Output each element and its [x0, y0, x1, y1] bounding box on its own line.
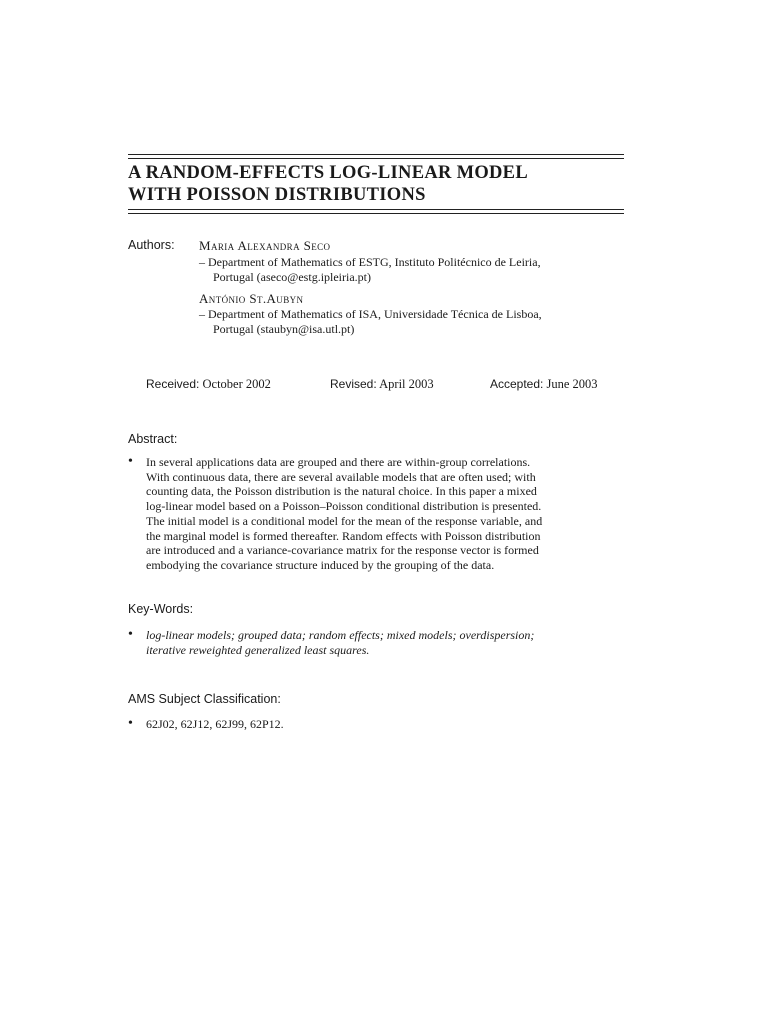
keywords-text — [146, 628, 624, 657]
abstract-line: embodying the covariance structure induced by the grouping of the data. — [146, 557, 495, 572]
abstract-line: log-linear model based on a Poisson–Poisson conditional distribution is presented. — [146, 499, 542, 514]
accepted-label: Accepted: — [490, 377, 544, 391]
title-line-2: WITH POISSON DISTRIBUTIONS — [128, 185, 426, 205]
abstract-label: Abstract: — [128, 432, 178, 446]
affiliation-1-line-2: Portugal (aseco@estg.ipleiria.pt) — [213, 270, 372, 284]
abstract-line: The initial model is a conditional model for the mean of the response variable, and — [146, 513, 543, 528]
keywords-bullet: • — [128, 627, 133, 642]
paper-title — [128, 162, 624, 206]
ams-bullet: • — [128, 716, 133, 731]
revised-date — [330, 377, 434, 392]
abstract-line: the marginal model is formed thereafter. Random effects with Poisson distribution — [146, 528, 541, 543]
accepted-value: June 2003 — [546, 377, 598, 391]
title-rule-top-2 — [128, 158, 624, 159]
author-affiliation-2 — [199, 307, 611, 337]
keywords-label: Key-Words: — [128, 602, 194, 616]
received-date — [146, 377, 271, 392]
affiliation-2-line-2: Portugal (staubyn@isa.utl.pt) — [213, 322, 355, 336]
abstract-line: In several applications data are grouped and there are within-group correlations. — [146, 455, 531, 469]
keywords-line: iterative reweighted generalized least squares. — [146, 642, 370, 657]
accepted-date — [490, 377, 598, 392]
ams-label: AMS Subject Classification: — [128, 692, 281, 706]
author-name-1: Maria Alexandra Seco — [199, 238, 331, 253]
abstract-line: With continuous data, there are several available models that are often used; with — [146, 469, 536, 484]
revised-label: Revised: — [330, 377, 377, 391]
title-rule-top-1 — [128, 154, 624, 155]
received-label: Received: — [146, 377, 200, 391]
affiliation-1-line-1: – Department of Mathematics of ESTG, Instituto Politécnico de Leiria, — [199, 255, 541, 269]
title-rule-bottom-2 — [128, 213, 624, 214]
abstract-text — [146, 455, 624, 573]
abstract-line: counting data, the Poisson distribution is the natural choice. In this paper a mixed — [146, 484, 537, 499]
author-name-2: António St.Aubyn — [199, 291, 304, 306]
abstract-bullet: • — [128, 454, 133, 469]
keywords-line: log-linear models; grouped data; random effects; mixed models; overdispersion; — [146, 628, 535, 642]
affiliation-2-line-1: – Department of Mathematics of ISA, Universidade Técnica de Lisboa, — [199, 307, 542, 321]
ams-value: 62J02, 62J12, 62J99, 62P12. — [146, 717, 284, 731]
title-line-1: A RANDOM-EFFECTS LOG-LINEAR MODEL — [128, 163, 528, 183]
revised-value: April 2003 — [379, 377, 434, 391]
title-rule-bottom-1 — [128, 209, 624, 210]
abstract-line: are introduced and a variance-covariance matrix for the response vector is formed — [146, 543, 539, 558]
received-value: October 2002 — [202, 377, 271, 391]
authors-label: Authors: — [128, 238, 175, 252]
author-affiliation-1 — [199, 255, 611, 285]
